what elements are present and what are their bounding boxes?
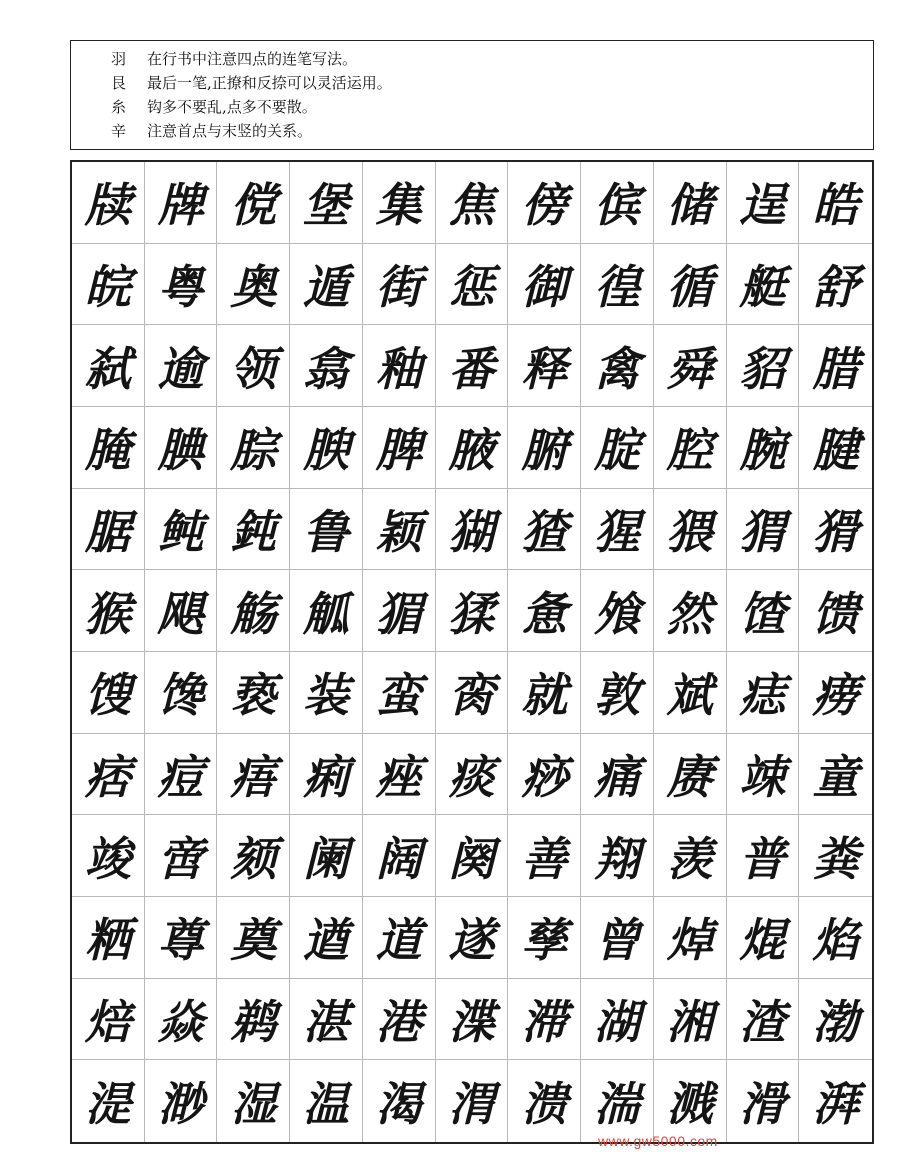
grid-cell: 堡	[290, 162, 363, 244]
note-char: 辛	[111, 122, 127, 140]
grid-cell: 渭	[436, 1060, 509, 1142]
grid-cell: 腙	[217, 407, 290, 489]
grid-cell: 湖	[581, 979, 654, 1061]
grid-cell: 皖	[72, 244, 145, 326]
grid-cell: 亵	[217, 652, 290, 734]
grid-cell: 滑	[727, 1060, 800, 1142]
grid-cell: 傍	[508, 162, 581, 244]
grid-cell: 鲀	[145, 489, 218, 571]
grid-cell: 翔	[581, 815, 654, 897]
grid-cell: 粞	[72, 897, 145, 979]
grid-cell: 啻	[145, 815, 218, 897]
grid-cell: 痣	[727, 652, 800, 734]
grid-cell: 逾	[145, 325, 218, 407]
grid-cell: 焙	[72, 979, 145, 1061]
grid-cell: 鹈	[217, 979, 290, 1061]
grid-cell: 湃	[812, 1077, 859, 1132]
grid-cell: 奥	[217, 244, 290, 326]
grid-cell: 遂	[436, 897, 509, 979]
grid-cell: 徨	[581, 244, 654, 326]
grid-cell: 舜	[654, 325, 727, 407]
grid-cell: 馋	[145, 652, 218, 734]
grid-cell: 善	[508, 815, 581, 897]
grid-cell: 湘	[654, 979, 727, 1061]
grid-cell: 湿	[217, 1060, 290, 1142]
grid-cell: 弑	[72, 325, 145, 407]
grid-cell: 釉	[363, 325, 436, 407]
grid-cell: 遁	[290, 244, 363, 326]
grid-cell: 馇	[727, 570, 800, 652]
grid-cell: 痢	[290, 734, 363, 816]
grid-cell: 猢	[436, 489, 509, 571]
grid-cell: 蛮	[363, 652, 436, 734]
note-char: 糸	[111, 98, 127, 116]
grid-cell: 焦	[436, 162, 509, 244]
note-text: 注意首点与末竖的关系。	[147, 122, 313, 140]
note-char: 羽	[111, 50, 127, 68]
grid-cell: 阑	[290, 815, 363, 897]
grid-cell: 痘	[145, 734, 218, 816]
grid-cell: 御	[508, 244, 581, 326]
grid-cell: 颖	[363, 489, 436, 571]
grid-cell: 腒	[72, 489, 145, 571]
grid-cell: 孳	[508, 897, 581, 979]
grid-cell: 牍	[72, 162, 145, 244]
grid-cell: 猸	[363, 570, 436, 652]
grid-cell: 飧	[581, 570, 654, 652]
grid-cell: 湛	[290, 979, 363, 1061]
grid-cell: 焱	[145, 979, 218, 1061]
grid-cell: 竣	[72, 815, 145, 897]
grid-cell: 普	[727, 815, 800, 897]
grid-cell: 飓	[145, 570, 218, 652]
grid-cell: 渣	[727, 979, 800, 1061]
grid-cell: 遒	[290, 897, 363, 979]
grid-cell: 貂	[727, 325, 800, 407]
grid-cell: 温	[290, 1060, 363, 1142]
grid-cell: 傥	[217, 162, 290, 244]
grid-cell: 腕	[727, 407, 800, 489]
grid-cell: 腴	[290, 407, 363, 489]
note-text: 钩多不要乱,点多不要散。	[147, 98, 317, 116]
notes-box	[70, 40, 874, 150]
character-grid	[70, 160, 874, 1144]
grid-cell: 腱	[799, 407, 872, 489]
grid-cell: 惫	[508, 570, 581, 652]
grid-cell: 溃	[508, 1060, 581, 1142]
grid-cell: 皓	[799, 162, 872, 244]
grid-cell: 颏	[217, 815, 290, 897]
grid-cell: 阔	[363, 815, 436, 897]
grid-cell: 赓	[654, 734, 727, 816]
grid-cell: 渺	[145, 1060, 218, 1142]
grid-cell: 痞	[72, 734, 145, 816]
grid-cell: 港	[363, 979, 436, 1061]
grid-cell: 领	[217, 325, 290, 407]
grid-cell: 痦	[217, 734, 290, 816]
grid-cell: 渴	[363, 1060, 436, 1142]
grid-cell: 童	[799, 734, 872, 816]
grid-cell: 敦	[581, 652, 654, 734]
grid-cell: 腌	[72, 407, 145, 489]
grid-cell: 馈	[799, 570, 872, 652]
grid-cell: 溅	[654, 1060, 727, 1142]
grid-cell: 湜	[72, 1060, 145, 1142]
grid-cell: 街	[363, 244, 436, 326]
grid-cell: 猹	[508, 489, 581, 571]
note-text: 最后一笔,正撩和反捺可以灵活运用。	[147, 74, 392, 92]
note-line	[111, 119, 873, 143]
note-line	[111, 95, 873, 119]
grid-cell: 猱	[436, 570, 509, 652]
grid-cell: 湍	[581, 1060, 654, 1142]
grid-cell: 粪	[799, 815, 872, 897]
grid-cell: 竦	[727, 734, 800, 816]
site-watermark: www.gw5000.com	[598, 1133, 718, 1149]
grid-cell: 觚	[290, 570, 363, 652]
grid-cell: 奠	[217, 897, 290, 979]
grid-cell: 腋	[436, 407, 509, 489]
grid-cell: 馊	[72, 652, 145, 734]
grid-cell: 斌	[654, 652, 727, 734]
grid-cell: 曾	[581, 897, 654, 979]
grid-cell: 焜	[727, 897, 800, 979]
grid-cell: 猥	[654, 489, 727, 571]
grid-cell: 痧	[508, 734, 581, 816]
grid-cell: 艇	[727, 244, 800, 326]
grid-cell: 腑	[508, 407, 581, 489]
grid-cell: 粤	[145, 244, 218, 326]
grid-cell: 傧	[581, 162, 654, 244]
grid-cell: 痛	[581, 734, 654, 816]
grid-cell: 腚	[581, 407, 654, 489]
grid-cell: 猾	[799, 489, 872, 571]
grid-cell: 然	[654, 570, 727, 652]
grid-cell: 焰	[799, 897, 872, 979]
grid-cell: 释	[508, 325, 581, 407]
grid-cell: 舒	[799, 244, 872, 326]
grid-cell: 鈍	[217, 489, 290, 571]
grid-cell: 腊	[799, 325, 872, 407]
grid-cell: 鲁	[290, 489, 363, 571]
grid-cell: 脾	[363, 407, 436, 489]
grid-cell: 道	[363, 897, 436, 979]
grid-cell: 猴	[72, 570, 145, 652]
grid-cell: 惩	[436, 244, 509, 326]
grid-cell: 逞	[727, 162, 800, 244]
grid-cell: 痨	[799, 652, 872, 734]
grid-cell: 痤	[363, 734, 436, 816]
grid-cell: 腔	[654, 407, 727, 489]
note-char: 艮	[111, 74, 127, 92]
grid-cell: 渫	[436, 979, 509, 1061]
grid-cell: 渤	[799, 979, 872, 1061]
grid-cell: 猩	[581, 489, 654, 571]
grid-cell: 尊	[145, 897, 218, 979]
grid-cell: 禽	[581, 325, 654, 407]
grid-cell: 滞	[508, 979, 581, 1061]
grid-cell: 觞	[217, 570, 290, 652]
note-line	[111, 47, 873, 71]
grid-cell: 焯	[654, 897, 727, 979]
grid-cell: 猬	[727, 489, 800, 571]
note-line	[111, 71, 873, 95]
grid-cell: 阕	[436, 815, 509, 897]
grid-cell: 翕	[290, 325, 363, 407]
grid-cell: 集	[363, 162, 436, 244]
grid-cell: 痰	[436, 734, 509, 816]
grid-cell: 装	[290, 652, 363, 734]
grid-cell: 脔	[436, 652, 509, 734]
grid-cell: 储	[654, 162, 727, 244]
note-text: 在行书中注意四点的连笔写法。	[147, 50, 358, 68]
grid-cell: 腆	[145, 407, 218, 489]
grid-cell: 就	[508, 652, 581, 734]
grid-cell: 番	[436, 325, 509, 407]
grid-cell: 羡	[654, 815, 727, 897]
grid-cell: 循	[654, 244, 727, 326]
grid-cell: 牌	[145, 162, 218, 244]
